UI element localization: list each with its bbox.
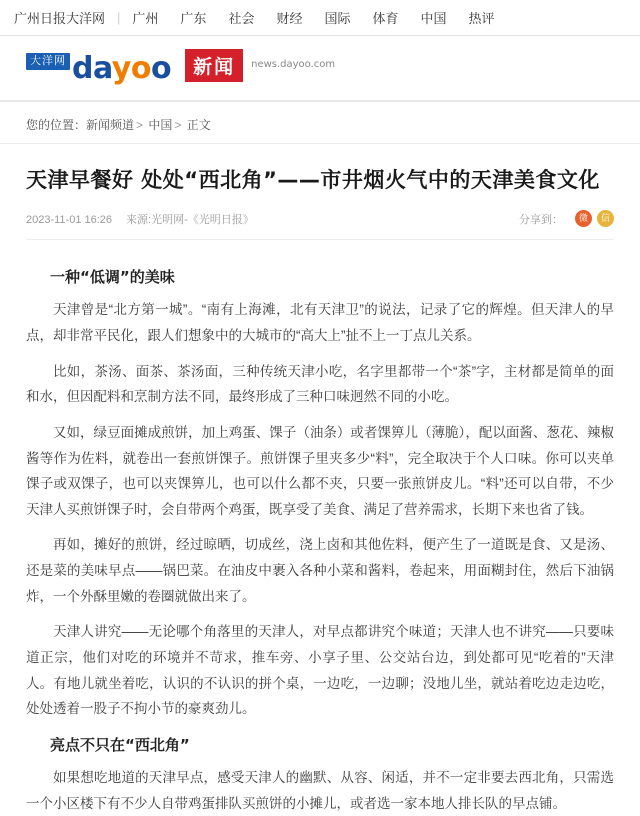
nav-item-hot-review[interactable]: 热评	[468, 11, 495, 26]
article-source: 来源:光明网-《光明日报》	[126, 213, 254, 226]
logo-wordmark-part1: da	[72, 50, 112, 86]
weibo-share-glyph: 微	[578, 213, 588, 224]
section-heading-1: 一种“低调”的美味	[50, 268, 175, 287]
breadcrumb-separator-2: >	[174, 118, 182, 132]
logo-wordmark-accent: yo	[111, 50, 151, 86]
site-header	[0, 36, 640, 102]
wechat-share-icon[interactable]	[597, 210, 614, 227]
page-title: 天津早餐好 处处“西北角”——市井烟火气中的天津美食文化	[26, 168, 600, 192]
breadcrumb-prefix: 您的位置：	[26, 118, 87, 132]
nav-item-guangdong[interactable]: 广东	[180, 11, 207, 26]
breadcrumb	[0, 102, 640, 144]
site-logo[interactable]	[26, 50, 172, 86]
breadcrumb-separator-1: >	[136, 118, 144, 132]
article-body	[26, 240, 614, 816]
nav-item-society[interactable]: 社会	[228, 11, 255, 26]
news-section-badge[interactable]: 新闻	[185, 49, 243, 82]
logo-chinese-mark: 大洋网	[26, 53, 70, 70]
site-brand-link[interactable]: 广州日报大洋网	[14, 11, 106, 26]
article-paragraph: 如果想吃地道的天津早点，感受天津人的幽默、从容、闲适，并不一定非要去西北角，只需选一个小区楼下有不少人自带鸡蛋排队买煎饼的小摊儿，或者选一家本地人排长队的早点铺。	[26, 769, 614, 811]
breadcrumb-item-news-channel[interactable]: 新闻频道	[86, 118, 135, 132]
section-heading-2: 亮点不只在“西北角”	[50, 735, 190, 754]
article-timestamp: 2023-11-01 16:26	[26, 213, 113, 226]
share-label: 分享到：	[519, 213, 563, 226]
breadcrumb-item-china[interactable]: 中国	[148, 118, 173, 132]
article-paragraph: 天津人讲究——无论哪个角落里的天津人，对早点都讲究个味道；天津人也不讲究——只要味道正宗，他们对吃的环境并不苛求，推车旁、小享子里、公交站台边，到处都可见“吃着的”天津人。有地儿就坐着吃，认识的不认识的拼个桌，一边吃，一边聊；没地儿坐，就站着吃边走边吃，处处透着一股子不拘小节的豪爽劲儿。	[26, 624, 614, 717]
article-paragraph: 又如，绿豆面摊成煎饼，加上鸡蛋、馃子（油条）或者馃箅儿（薄脆），配以面酱、葱花、辣椒酱等作为佐料，就卷出一套煎饼馃子。煎饼馃子里夹多少“料”，完全取决于个人口味。你可以夹单馃子或双馃子，也可以夹馃箅儿，也可以什么都不夹，只要一张煎饼皮儿。“料”还可以自带，不少天津人买煎饼馃子时，会自带两个鸡蛋，既享受了美食、满足了营养需求，长期下来也省了钱。	[26, 424, 614, 517]
wechat-share-glyph: 信	[600, 213, 610, 224]
share-bar	[519, 210, 614, 227]
article-paragraph: 再如，摊好的煎饼，经过晾晒，切成丝，浇上卤和其他佐料，便产生了一道既是食、又是汤、还是菜的美味早点——锅巴菜。在油皮中裹入各种小菜和酱料，卷起来，用面糊封住，然后下油锅炸，一个外酥里嫩的卷圈就做出来了。	[26, 537, 614, 604]
nav-item-china[interactable]: 中国	[420, 11, 447, 26]
top-navigation-bar	[0, 0, 640, 36]
article-paragraph: 比如，茶汤、面茶、茶汤面，三种传统天津小吃，名字里都带一个“茶”字，主材都是简单的面和水，但因配料和烹制方法不同，最终形成了三种口味迥然不同的小吃。	[26, 363, 614, 405]
article-container	[0, 166, 640, 816]
nav-item-sports[interactable]: 体育	[372, 11, 399, 26]
nav-divider: |	[117, 10, 121, 25]
weibo-share-icon[interactable]	[575, 210, 592, 227]
article-paragraph: 天津曾是“北方第一城”。“南有上海滩，北有天津卫”的说法，记录了它的辉煌。但天津人的早点，却非常平民化，跟人们想象中的大城市的“高大上”扯不上一丁点儿关系。	[26, 302, 614, 343]
breadcrumb-item-article: 正文	[186, 118, 211, 132]
nav-item-guangzhou[interactable]: 广州	[132, 11, 159, 26]
article-meta-left	[26, 211, 254, 227]
nav-item-international[interactable]: 国际	[324, 11, 351, 26]
news-site-url: news.dayoo.com	[251, 58, 336, 70]
article-meta	[26, 210, 614, 240]
logo-wordmark-part2: o	[150, 50, 172, 86]
logo-wordmark	[72, 50, 172, 86]
nav-item-finance[interactable]: 财经	[276, 11, 303, 26]
